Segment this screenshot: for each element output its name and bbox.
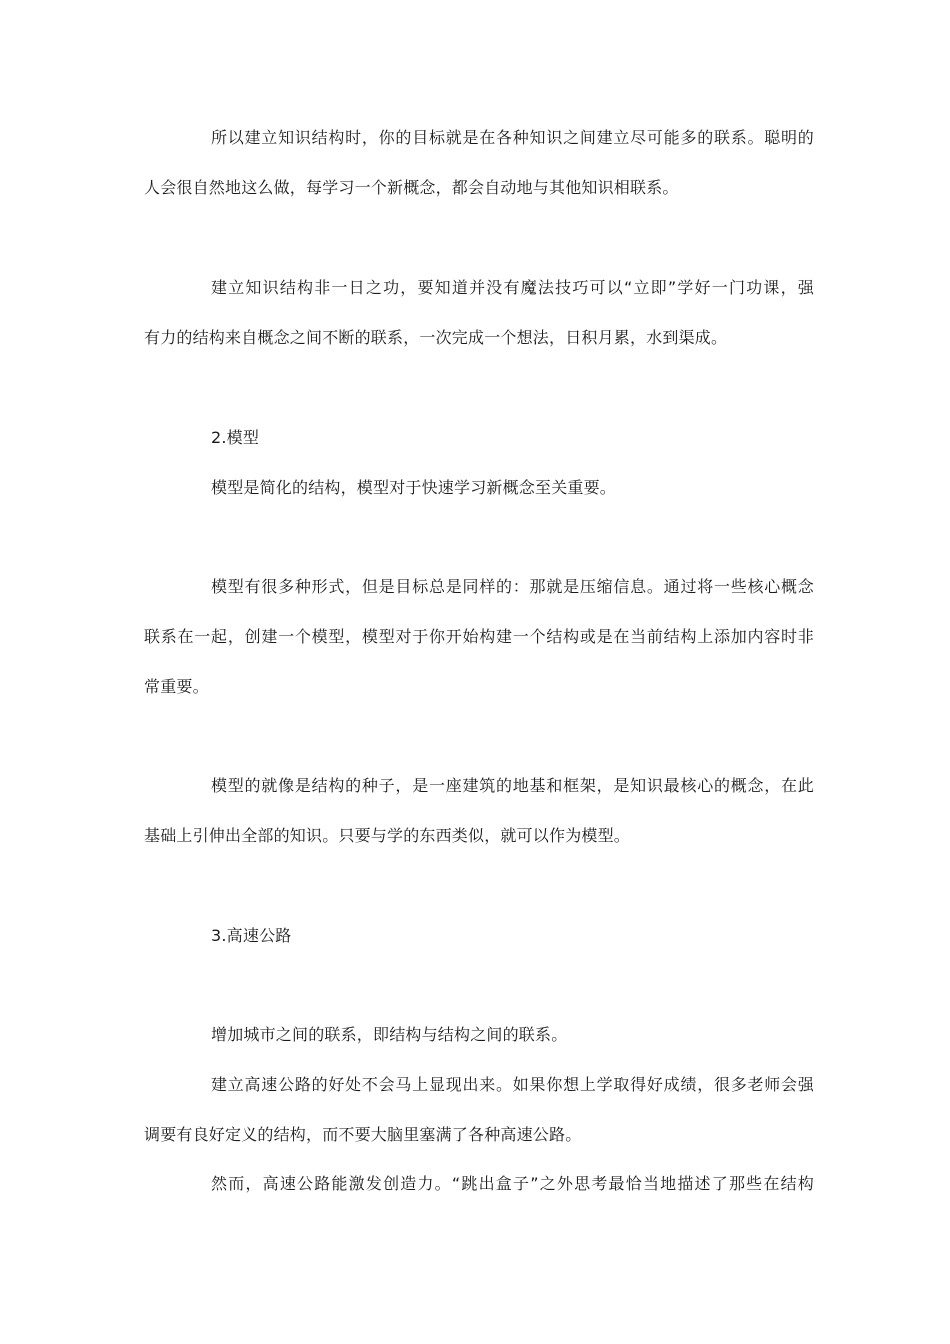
paragraph-5-line-2: 基础上引伸出全部的知识。只要与学的东西类似，就可以作为模型。 (144, 826, 631, 845)
section-heading-models: 2.模型 (211, 428, 260, 447)
paragraph-2-line-2: 有力的结构来自概念之间不断的联系，一次完成一个想法，日积月累，水到渠成。 (144, 328, 728, 347)
paragraph-4-line-3: 常重要。 (144, 677, 209, 696)
paragraph-7-line-1: 建立高速公路的好处不会马上显现出来。如果你想上学取得好成绩，很多老师会强 (211, 1075, 814, 1094)
paragraph-7-line-2: 调要有良好定义的结构，而不要大脑里塞满了各种高速公路。 (144, 1125, 582, 1144)
paragraph-8-line-1: 然而，高速公路能激发创造力。“跳出盒子”之外思考最恰当地描述了那些在结构 (211, 1174, 814, 1193)
paragraph-2-line-1: 建立知识结构非一日之功，要知道并没有魔法技巧可以“立即”学好一门功课，强 (211, 278, 814, 297)
paragraph-4-line-2: 联系在一起，创建一个模型，模型对于你开始构建一个结构或是在当前结构上添加内容时非 (144, 627, 814, 646)
paragraph-6-line-1: 增加城市之间的联系，即结构与结构之间的联系。 (211, 1025, 568, 1044)
paragraph-1-line-1: 所以建立知识结构时，你的目标就是在各种知识之间建立尽可能多的联系。聪明的 (211, 128, 814, 147)
paragraph-4-line-1: 模型有很多种形式，但是目标总是同样的：那就是压缩信息。通过将一些核心概念 (211, 577, 814, 596)
section-heading-highways: 3.高速公路 (211, 926, 292, 945)
paragraph-5-line-1: 模型的就像是结构的种子，是一座建筑的地基和框架，是知识最核心的概念，在此 (211, 776, 814, 795)
paragraph-3-line-1: 模型是简化的结构，模型对于快速学习新概念至关重要。 (211, 478, 617, 497)
paragraph-1-line-2: 人会很自然地这么做，每学习一个新概念，都会自动地与其他知识相联系。 (144, 178, 679, 197)
